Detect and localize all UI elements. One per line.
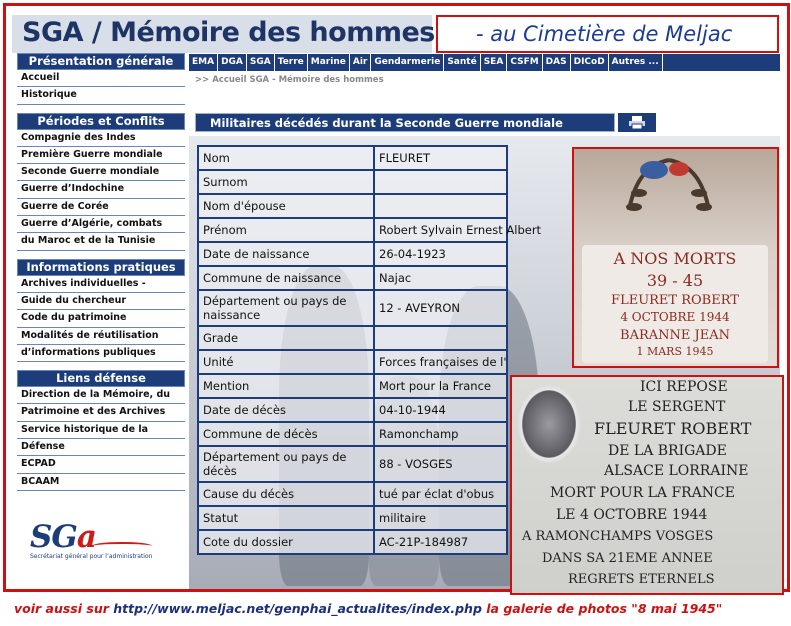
print-icon[interactable]	[618, 113, 656, 132]
breadcrumb[interactable]: >> Accueil SGA - Mémoire des hommes	[195, 75, 384, 85]
record-label: Grade	[198, 326, 374, 350]
footer-note	[14, 601, 722, 616]
sga-logo-swoosh	[92, 542, 152, 550]
record-value: 26-04-1923	[374, 242, 507, 266]
portrait-medallion	[518, 385, 580, 463]
record-label: Date de naissance	[198, 242, 374, 266]
record-value: militaire	[374, 506, 507, 530]
plaque-line: BARANNE JEAN	[620, 328, 730, 343]
cemetery-title-box	[436, 15, 779, 53]
sga-logo-subtitle: Secrétariat général pour l’administration	[30, 553, 153, 560]
nav-link[interactable]: Archives individuelles -	[17, 276, 185, 293]
record-label: Mention	[198, 374, 374, 398]
record-label: Date de décès	[198, 398, 374, 422]
record-value: 12 - AVEYRON	[374, 290, 507, 326]
record-label: Nom	[198, 146, 374, 170]
plaque-line: FLEURET ROBERT	[611, 293, 739, 308]
record-value: FLEURET	[374, 146, 507, 170]
sga-logo-letters: SGa	[30, 519, 96, 555]
left-navigation	[17, 53, 185, 491]
nav-link[interactable]: Guide du chercheur	[17, 293, 185, 310]
record-label: Statut	[198, 506, 374, 530]
record-row	[198, 218, 507, 242]
nav-link[interactable]: Service historique de la	[17, 422, 185, 439]
record-row	[198, 398, 507, 422]
laurel-wreath-icon	[594, 155, 744, 235]
memorial-plaque	[582, 245, 768, 363]
top-nav-link[interactable]: CSFM	[507, 54, 542, 71]
record-row	[198, 482, 507, 506]
plaque-line: 1 MARS 1945	[636, 345, 714, 358]
epitaph-line: LE SERGENT	[628, 399, 726, 415]
top-nav-link[interactable]: Santé	[444, 54, 480, 71]
top-nav-link[interactable]: SEA	[481, 54, 508, 71]
record-label: Nom d'épouse	[198, 194, 374, 218]
nav-link[interactable]: Modalités de réutilisation	[17, 328, 185, 345]
top-nav-link[interactable]: Terre	[275, 54, 308, 71]
plaque-line: 39 - 45	[646, 271, 704, 290]
record-row	[198, 506, 507, 530]
epitaph-line: ICI REPOSE	[640, 379, 728, 395]
nav-link[interactable]: Guerre d’Algérie, combats	[17, 216, 185, 233]
nav-section-header: Périodes et Conflits	[17, 113, 185, 130]
record-row	[198, 266, 507, 290]
record-label: Prénom	[198, 218, 374, 242]
record-value: tué par éclat d'obus	[374, 482, 507, 506]
nav-gap	[17, 105, 185, 113]
record-label: Commune de naissance	[198, 266, 374, 290]
top-navigation	[189, 54, 780, 71]
record-value: Ramonchamp	[374, 422, 507, 446]
footer-prefix: voir aussi sur	[14, 601, 114, 616]
record-row	[198, 242, 507, 266]
top-nav-link[interactable]: Air	[350, 54, 372, 71]
record-value: AC-21P-184987	[374, 530, 507, 554]
nav-link[interactable]: Direction de la Mémoire, du	[17, 387, 185, 404]
nav-link[interactable]: Seconde Guerre mondiale	[17, 164, 185, 181]
plaque-line: A NOS MORTS	[613, 249, 737, 268]
record-value: Najac	[374, 266, 507, 290]
record-label: Département ou pays de décès	[198, 446, 374, 482]
record-row	[198, 290, 507, 326]
record-row	[198, 350, 507, 374]
top-nav-link[interactable]: DICoD	[571, 54, 609, 71]
nav-link[interactable]: du Maroc et de la Tunisie	[17, 233, 185, 250]
epitaph-line: DANS SA 21EME ANNEE	[542, 551, 713, 566]
site-header-banner	[12, 15, 435, 53]
record-label: Cote du dossier	[198, 530, 374, 554]
record-row	[198, 446, 507, 482]
plaque-line: 4 OCTOBRE 1944	[620, 310, 730, 324]
cemetery-title: - au Cimetière de Meljac	[476, 22, 733, 46]
nav-link[interactable]: Historique	[17, 87, 185, 104]
record-value: Forces françaises de l'	[374, 350, 507, 374]
record-row	[198, 194, 507, 218]
nav-gap	[17, 251, 185, 259]
top-nav-link[interactable]: DAS	[543, 54, 571, 71]
grave-epitaph-photo	[510, 375, 784, 595]
memorial-plaque-photo	[572, 147, 779, 368]
record-value: 04-10-1944	[374, 398, 507, 422]
sga-logo[interactable]	[30, 519, 152, 560]
page-frame	[3, 3, 790, 592]
nav-link[interactable]: Défense	[17, 439, 185, 456]
nav-link[interactable]: Compagnie des Indes	[17, 130, 185, 147]
nav-link[interactable]: ECPAD	[17, 456, 185, 473]
top-nav-link[interactable]: Gendarmerie	[371, 54, 444, 71]
record-label: Département ou pays de naissance	[198, 290, 374, 326]
epitaph-line: MORT POUR LA FRANCE	[550, 485, 735, 501]
nav-link[interactable]: Patrimoine et des Archives	[17, 404, 185, 421]
nav-section-header: Liens défense	[17, 370, 185, 387]
record-value	[374, 326, 507, 350]
record-value: Mort pour la France	[374, 374, 507, 398]
record-value	[374, 194, 507, 218]
record-label: Unité	[198, 350, 374, 374]
top-nav-link[interactable]: SGA	[247, 54, 275, 71]
record-row	[198, 530, 507, 554]
footer-link[interactable]: http://www.meljac.net/genphai_actualites/index.php	[113, 601, 482, 616]
record-value: Robert Sylvain Ernest Albert	[374, 218, 507, 242]
epitaph-line: DE LA BRIGADE	[608, 443, 727, 459]
site-logo-text[interactable]: SGA / Mémoire des hommes	[22, 17, 435, 48]
record-row	[198, 326, 507, 350]
epitaph-line: FLEURET ROBERT	[594, 419, 752, 438]
record-label: Commune de décès	[198, 422, 374, 446]
footer-suffix: la galerie de photos "8 mai 1945"	[481, 601, 723, 616]
nav-link[interactable]: Guerre de Corée	[17, 199, 185, 216]
record-label: Surnom	[198, 170, 374, 194]
nav-link[interactable]: Code du patrimoine	[17, 310, 185, 327]
printer-icon-graphic	[629, 116, 645, 129]
record-value: 88 - VOSGES	[374, 446, 507, 482]
record-row	[198, 374, 507, 398]
nav-gap	[17, 362, 185, 370]
record-label: Cause du décès	[198, 482, 374, 506]
top-nav-link[interactable]: DGA	[218, 54, 247, 71]
section-title: Militaires décédés durant la Seconde Guerre mondiale	[195, 113, 615, 132]
epitaph-line: ALSACE LORRAINE	[604, 463, 749, 479]
record-row	[198, 170, 507, 194]
epitaph-line: A RAMONCHAMPS VOSGES	[522, 529, 714, 544]
nav-link[interactable]: BCAAM	[17, 474, 185, 491]
epitaph-line: LE 4 OCTOBRE 1944	[556, 507, 708, 523]
nav-link[interactable]: Guerre d’Indochine	[17, 181, 185, 198]
record-row	[198, 422, 507, 446]
nav-link[interactable]: Première Guerre mondiale	[17, 147, 185, 164]
nav-section-header: Informations pratiques	[17, 259, 185, 276]
nav-link[interactable]: Accueil	[17, 70, 185, 87]
nav-section-header: Présentation générale	[17, 53, 185, 70]
record-row	[198, 146, 507, 170]
top-nav-link[interactable]: EMA	[189, 54, 218, 71]
record-value	[374, 170, 507, 194]
record-table	[197, 145, 542, 555]
epitaph-line: REGRETS ETERNELS	[568, 572, 715, 587]
top-nav-link[interactable]: Autres ...	[609, 54, 663, 71]
top-nav-link[interactable]: Marine	[308, 54, 350, 71]
nav-link[interactable]: d’informations publiques	[17, 345, 185, 362]
